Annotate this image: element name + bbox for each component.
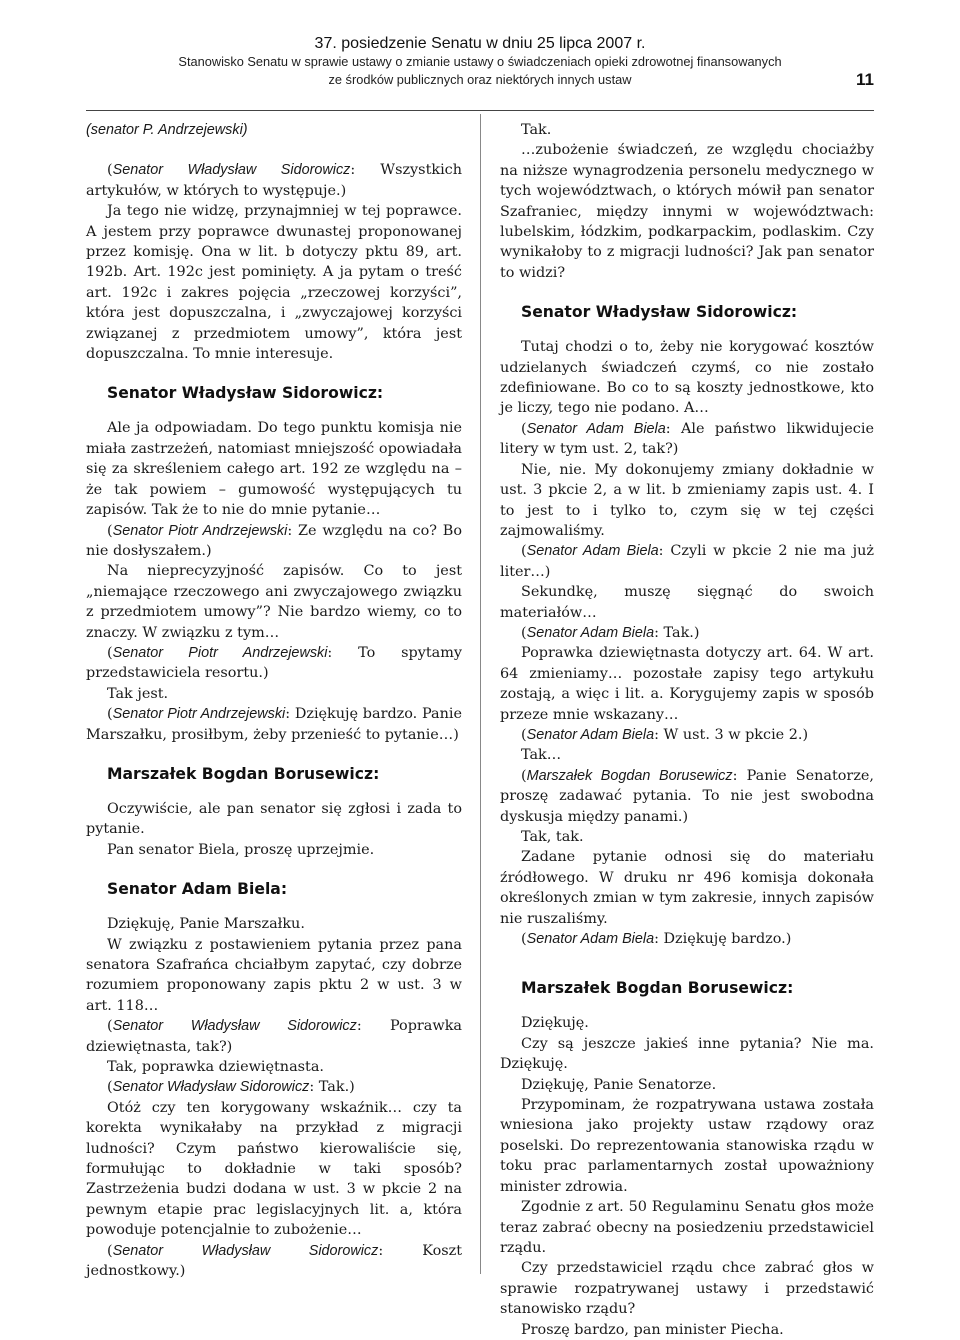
paragraph: Ja tego nie widzę, przynajmniej w tej poprawce. A jestem przy poprawce dwunastej proponowanej przez komisję. Ona w lit. b dotyczy pktu 89, art. 192b. Art. 192c jest pominięty. A ja pytam o treść art. 192c i zakres pojęcia „rzeczowej korzyści”, która jest dopuszczalna, i „zwyczajowej korzyści związanej z przedmiotem umowy”, która jest dopuszczalna. To mnie interesuje. <box>86 203 462 363</box>
paragraph: Na nieprecyzyjność zapisów. Co to jest „niemające rzeczowego ani zwyczajowego związku z przedmiotem umowy”? Nie bardzo wiemy, co to znaczy. W związku z tym… <box>86 563 462 641</box>
paragraph: Dziękuję. <box>521 1015 589 1032</box>
interjection: (Senator Adam Biela: Czyli w pkcie 2 nie ma już liter…) <box>500 543 874 580</box>
page-number: 11 <box>856 70 874 89</box>
paragraph: Zgodnie z art. 50 Regulaminu Senatu głos może teraz zabrać obecny na posiedzeniu przedstawiciel rządu. <box>500 1199 874 1256</box>
paragraph: Tutaj chodzi o to, żeby nie korygować kosztów udzielanych świadczeń czymś, co nie zostało zdefiniowane. Bo co to są koszty jednostkowe, kto je liczy, tego nie podano. A… <box>500 339 874 417</box>
paragraph: Ale ja odpowiadam. Do tego punktu komisja nie miała zastrzeżeń, natomiast mniejszość opowiadała się za skreśleniem całego art. 192 ze względu na – że tak powiem – gumowość występujących tu zapisów. Tak że to nie do mnie pytanie… <box>86 420 462 519</box>
speaker-heading: Senator Władysław Sidorowicz: <box>107 384 384 403</box>
speaker-heading: Senator Adam Biela: <box>107 880 288 899</box>
interjection-speaker: Senator Adam Biela <box>526 624 655 641</box>
paragraph: Nie, nie. My dokonujemy zmiany dokładnie w ust. 3 pkcie 2, a w lit. b zmieniamy zapis ust. 4. I to jest to i tylko to, czym się w tej części zajmowaliśmy. <box>500 461 874 539</box>
interjection-speaker: Senator Adam Biela <box>526 726 655 743</box>
interjection: (Senator Adam Biela: Ale państwo likwidujecie litery w tym ust. 2, tak?) <box>500 420 874 458</box>
paragraph: Oczywiście, ale pan senator się zgłosi i zada to pytanie. <box>86 800 462 838</box>
paragraph: W związku z postawieniem pytania przez pana senatora Szafrańca chciałbym zapytać, czy dobrze rozumiem proponowany zapis pktu 2 w ust. 3 w art. 118… <box>86 936 462 1014</box>
paragraph: Czy przedstawiciel rządu chce zabrać głos w sprawie rozpatrywanej ustawy i przedstawić stanowisko rządu? <box>500 1260 874 1318</box>
right-column <box>500 120 874 1340</box>
interjection: (Senator Piotr Andrzejewski: Dziękuję bardzo. Panie Marszałku, prosiłbym, żeby przenieść to pytanie…) <box>86 706 462 743</box>
interjection-speaker: Senator Adam Biela <box>526 543 659 560</box>
paragraph: Poprawka dziewiętnasta dotyczy art. 64. W art. 64 zmieniamy… pozostałe zapisy tego artykułu zostają, a więc i lit. a. Korygujemy zapis w sposób przeze mnie wskazany… <box>500 645 874 723</box>
paragraph: Sekundkę, muszę sięgnąć do swoich materiałów… <box>500 584 874 621</box>
paragraph: Czy są jeszcze jakieś inne pytania? Nie ma. Dziękuję. <box>500 1035 874 1073</box>
paragraph: Tak, tak. <box>521 829 584 845</box>
interjection-speaker: Senator Piotr Andrzejewski <box>112 644 328 661</box>
interjection-speaker: Senator Władysław Sidorowicz <box>112 1242 379 1259</box>
left-column <box>86 120 462 1282</box>
paragraph: Tak… <box>521 747 562 764</box>
paragraph: Dziękuję, Panie Marszałku. <box>107 916 305 933</box>
header-session-line: 37. posiedzenie Senatu w dniu 25 lipca 2007 r. <box>314 35 646 52</box>
column-divider <box>480 114 481 1274</box>
interjection-speaker: Senator Władysław Sidorowicz <box>112 1079 310 1096</box>
interjection-speaker: Senator Piotr Andrzejewski <box>112 706 286 723</box>
interjection-speaker: Senator Adam Biela <box>526 420 666 437</box>
running-header <box>0 34 960 89</box>
interjection: (Senator Władysław Sidorowicz: Poprawka dziewiętnasta, tak?) <box>86 1018 463 1055</box>
interjection-speaker: Senator Adam Biela <box>526 931 655 948</box>
paragraph: Tak. <box>521 122 552 138</box>
speaker-heading: Senator Władysław Sidorowicz: <box>521 303 798 322</box>
paragraph: Dziękuję, Panie Senatorze. <box>521 1076 717 1093</box>
interjection: (Senator Adam Biela: W ust. 3 w pkcie 2.) <box>521 726 809 743</box>
paragraph: Pan senator Biela, proszę uprzejmie. <box>107 841 375 858</box>
paragraph: …zubożenie świadczeń, ze względu chociażby na niższe wynagrodzenia personelu medycznego w tych województwach, o których mówił pan senator Szafraniec, między innymi w województwach: lubelskim, łódzkim, podkarpackim, podlaskim. Czy wynikałoby to z migracji ludności? Jak pan senator to widzi? <box>500 142 874 281</box>
paragraph: Zadane pytanie odnosi się do materiału źródłowego. W druku nr 496 komisja dokonała określonych zmian w tym zakresie, innych zapisów nie ruszaliśmy. <box>500 849 874 927</box>
speaker-heading: Marszałek Bogdan Borusewicz: <box>107 764 380 783</box>
interjection: (Marszałek Bogdan Borusewicz: Panie Senatorze, proszę zadawać pytania. To nie jest swobodna dyskusja między panami.) <box>500 767 874 825</box>
continued-speaker: (senator P. Andrzejewski) <box>86 122 248 138</box>
interjection: (Senator Władysław Sidorowicz: Koszt jednostkowy.) <box>86 1242 463 1280</box>
header-topic-line-2: ze środków publicznych oraz niektórych innych ustaw <box>328 72 632 87</box>
interjection: (Senator Piotr Andrzejewski: Ze względu na co? Bo nie dosłyszałem.) <box>86 522 462 559</box>
paragraph: Proszę bardzo, pan minister Piecha. <box>521 1321 784 1338</box>
header-rule <box>86 110 874 111</box>
header-topic-line-1: Stanowisko Senatu w sprawie ustawy o zmianie ustawy o świadczeniach opieki zdrowotnej finansowanych <box>178 54 782 69</box>
interjection: (Senator Piotr Andrzejewski: To spytamy przedstawiciela resortu.) <box>86 644 462 682</box>
paragraph: Tak jest. <box>107 685 169 702</box>
interjection-speaker: Senator Piotr Andrzejewski <box>112 522 288 539</box>
paragraph: Przypominam, że rozpatrywana ustawa została wniesiona jako projekty ustaw rządowy oraz poselski. Do reprezentowania stanowiska rządu w toku prac parlamentarnych został upoważniony minister zdrowia. <box>500 1097 874 1195</box>
interjection-speaker: Senator Władysław Sidorowicz <box>112 1018 357 1035</box>
interjection: (Senator Adam Biela: Tak.) <box>521 624 700 641</box>
interjection: (Senator Adam Biela: Dziękuję bardzo.) <box>521 931 792 948</box>
paragraph: Tak, poprawka dziewiętnasta. <box>107 1059 324 1076</box>
interjection: (Senator Władysław Sidorowicz: Wszystkich artykułów, w których to występuje.) <box>86 162 462 199</box>
interjection: (Senator Władysław Sidorowicz: Tak.) <box>107 1079 355 1096</box>
speaker-heading: Marszałek Bogdan Borusewicz: <box>521 979 794 998</box>
paragraph: Otóż czy ten korygowany wskaźnik… czy ta korekta wynikałaby na przykład z migracji ludności? Czym państwo kierowaliście się, formułując to dokładnie w taki sposób? Zastrzeżenia budzi dodana w ust. 3 w pkcie 2 na pewnym etapie prac legislacyjnych lit. a, która powoduje potencjalnie to zubożenie… <box>86 1099 462 1239</box>
interjection-speaker: Senator Władysław Sidorowicz <box>112 162 351 179</box>
interjection-speaker: Marszałek Bogdan Borusewicz <box>526 767 733 784</box>
